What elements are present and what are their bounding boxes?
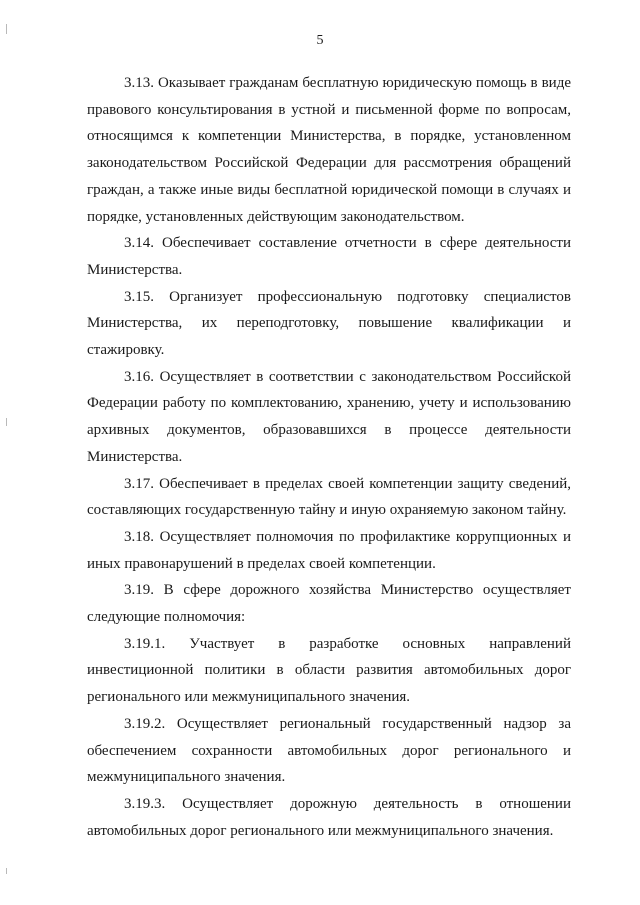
paragraph-3-15: 3.15. Организует профессиональную подготовку специалистов Министерства, их переподготовку, повышение квалификации и стажировку. — [87, 288, 571, 359]
scan-edge-mark — [6, 418, 7, 426]
paragraph-3-19-3: 3.19.3. Осуществляет дорожную деятельность в отношении автомобильных дорог регионального или межмуниципального значения. — [87, 795, 571, 839]
paragraph-3-17: 3.17. Обеспечивает в пределах своей компетенции защиту сведений, составляющих государственную тайну и иную охраняемую законом тайну. — [87, 475, 571, 519]
scan-edge-mark — [6, 868, 7, 874]
paragraph-3-19-1: 3.19.1. Участвует в разработке основных направлений инвестиционной политики в области развития автомобильных дорог регионального или межмуниципального значения. — [87, 635, 571, 706]
paragraph-3-18: 3.18. Осуществляет полномочия по профилактике коррупционных и иных правонарушений в пределах своей компетенции. — [87, 528, 571, 572]
paragraph-3-14: 3.14. Обеспечивает составление отчетности в сфере деятельности Министерства. — [87, 235, 571, 278]
document-body — [87, 70, 571, 844]
paragraph-3-19-2: 3.19.2. Осуществляет региональный государственный надзор за обеспечением сохранности автомобильных дорог регионального и межмуниципального значения. — [87, 715, 571, 786]
paragraph-3-16: 3.16. Осуществляет в соответствии с законодательством Российской Федерации работу по комплектованию, хранению, учету и использованию архивных документов, образовавшихся в процессе деятельности Министерства. — [87, 368, 571, 465]
page-number: 5 — [316, 33, 324, 48]
paragraph-3-19: 3.19. В сфере дорожного хозяйства Министерство осуществляет следующие полномочия: — [87, 582, 571, 626]
paragraph-3-13: 3.13. Оказывает гражданам бесплатную юридическую помощь в виде правового консультирования в устной и письменной форме по вопросам, относящимся к компетенции Министерства, в порядке, установленном законодательством Российской Федерации для рассмотрения обращений граждан, а также иные виды бесплатной юридической помощи в случаях и порядке, установленных действующим законодательством. — [87, 75, 571, 225]
